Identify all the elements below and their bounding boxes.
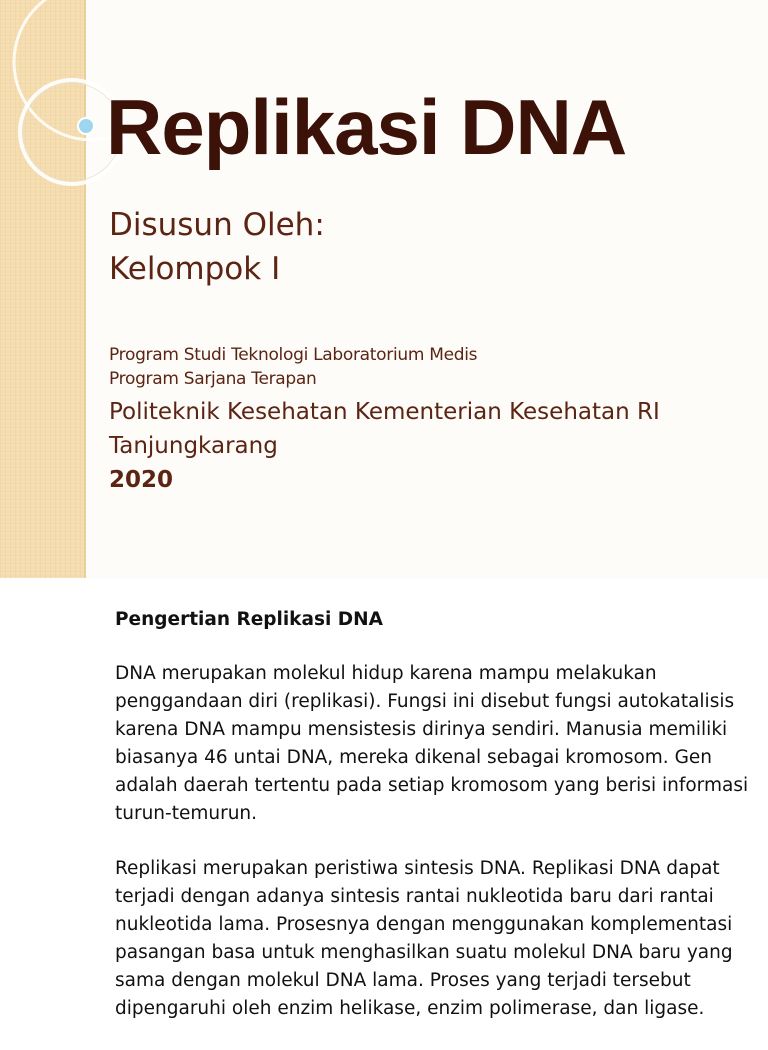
decorative-side-strip [0,0,84,578]
presentation-year: 2020 [109,467,174,493]
paragraph-definition [115,660,765,828]
paragraph-line: sama dengan molekul DNA lama. Proses yang terjadi tersebut [115,970,691,991]
degree-program: Program Sarjana Terapan [109,369,317,389]
paragraph-line: nukleotida lama. Prosesnya dengan menggunakan komplementasi [115,914,733,935]
paragraph-line: penggandaan diri (replikasi). Fungsi ini disebut fungsi autokatalisis [115,691,735,712]
paragraph-line: biasanya 46 untai DNA, mereka dikenal sebagai kromosom. Gen [115,747,713,768]
paragraph-line: turun-temurun. [115,803,258,824]
author-block [109,203,325,291]
paragraph-line: terjadi dengan adanya sintesis rantai nukleotida baru dari rantai [115,886,714,907]
section-heading: Pengertian Replikasi DNA [115,609,383,630]
paragraph-line: DNA merupakan molekul hidup karena mampu melakukan [115,663,657,684]
study-program: Program Studi Teknologi Laboratorium Medis [109,345,478,365]
institution-name: Politeknik Kesehatan Kementerian Kesehatan RI [109,399,660,425]
program-block [109,343,477,391]
paragraph-line: Replikasi merupakan peristiwa sintesis DNA. Replikasi DNA dapat [115,858,720,879]
document-body [115,606,765,1050]
institution-city: Tanjungkarang [109,433,278,459]
paragraph-line: adalah daerah tertentu pada setiap kromosom yang berisi informasi [115,775,749,796]
paragraph-line: dipengaruhi oleh enzim helikase, enzim polimerase, dan ligase. [115,998,705,1019]
paragraph-line: karena DNA mampu mensistesis dirinya sendiri. Manusia memiliki [115,719,728,740]
side-strip-edge [84,0,86,578]
paragraph-process [115,855,765,1023]
group-name: Kelompok I [109,251,281,287]
slide-title: Replikasi DNA [106,83,627,171]
author-label: Disusun Oleh: [109,207,325,243]
paragraph-line: pasangan basa untuk menghasilkan suatu molekul DNA baru yang [115,942,733,963]
institution-block [109,395,660,497]
